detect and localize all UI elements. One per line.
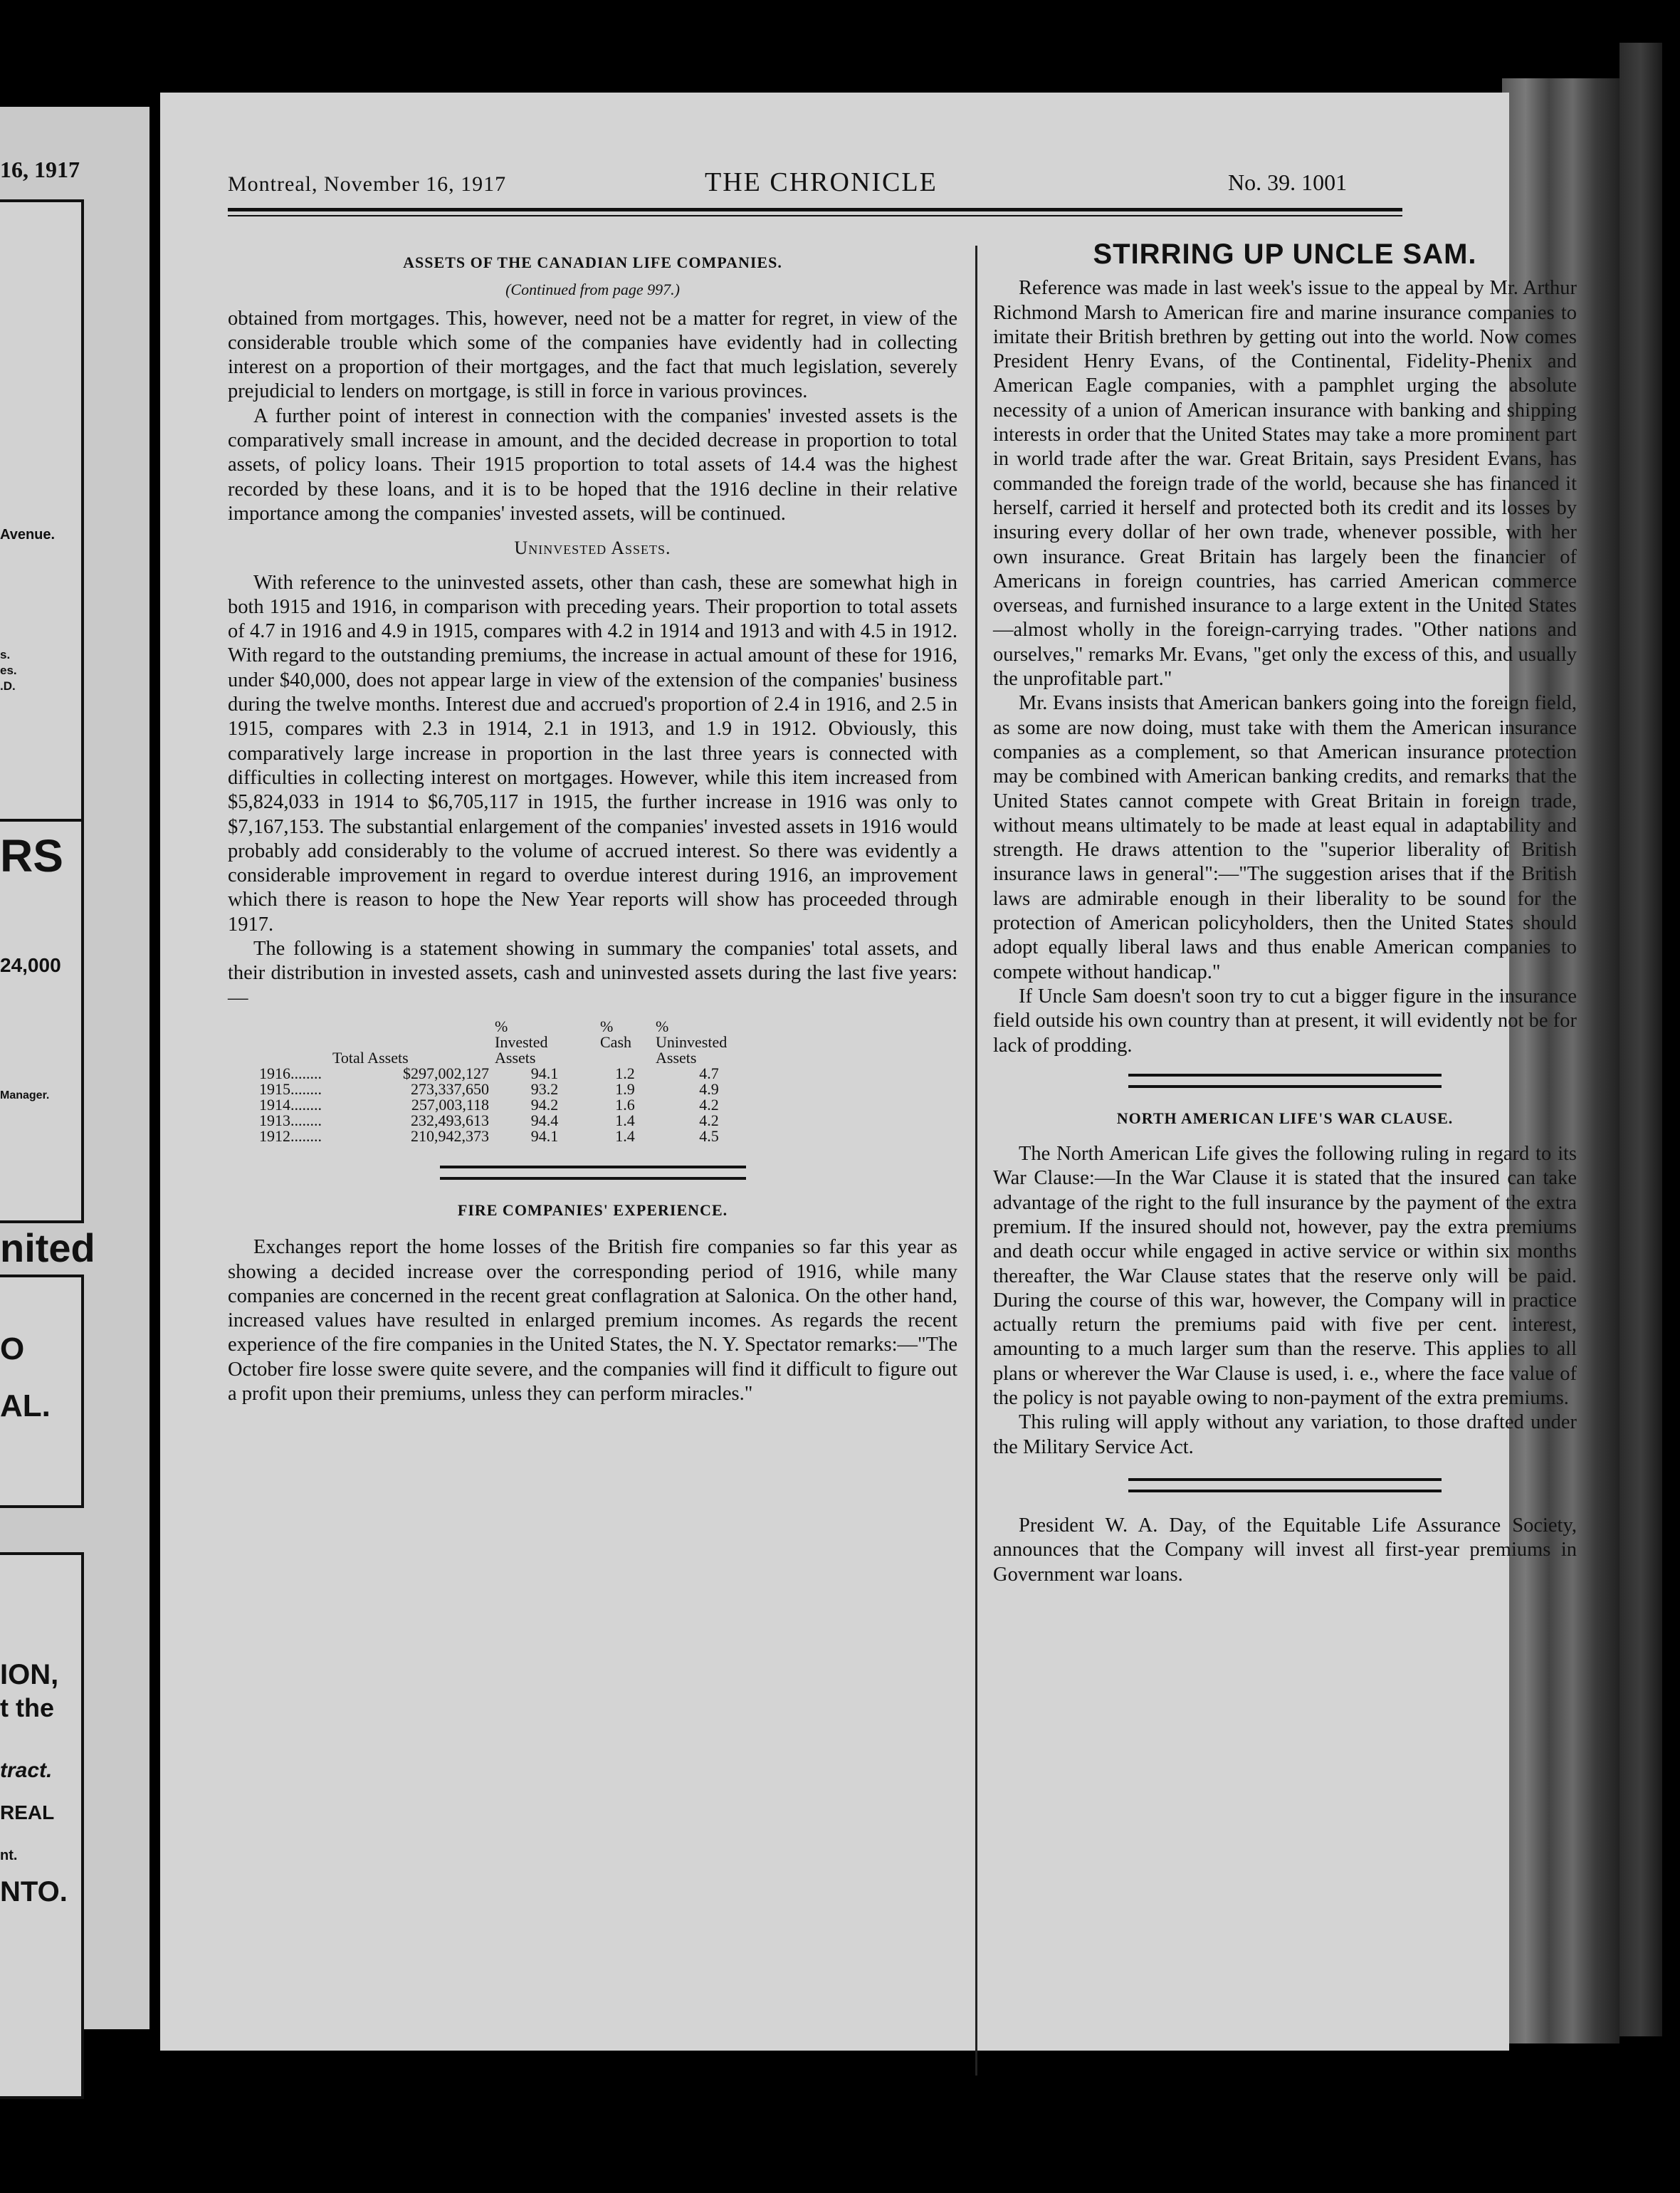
fire-paragraph-1: Exchanges report the home losses of the British fire companies so far this year as showing a decided increase over the corresponding period of 1916, while many companies are concerned in the recent great conflagration at Salonica. On the other hand, increased values have resulted in enlarged premium incomes. As regards the recent experience of the fire companies in the United States, the N. Y. Spectator remarks:—"The October fire losse swere quite severe, and the companies will find it difficult to figure out a profit upon their premiums, unless they can perform miracles." — [228, 1236, 957, 1405]
newspaper-page — [160, 93, 1577, 2051]
col-cash: % Cash — [600, 1017, 631, 1051]
ad-fragment: Manager. — [0, 1089, 50, 1101]
uncle-sam-paragraph-3: If Uncle Sam doesn't soon try to cut a bigger figure in the insurance field outside his own country than at present, it will evidently not be for lack of prodding. — [993, 985, 1577, 1057]
masthead-issue-page: No. 39. 1001 — [1228, 169, 1348, 195]
ad-fragment: nt. — [0, 1848, 18, 1863]
table-row: 1916........ $297,002,127 94.1 1.2 4.7 — [259, 1064, 719, 1082]
section-double-rule — [1128, 1478, 1442, 1492]
col-uninvested: % Uninvested Assets — [656, 1017, 728, 1067]
ad-fragment: AL. — [0, 1388, 51, 1423]
masthead-title: THE CHRONICLE — [705, 167, 938, 197]
column-divider — [975, 246, 977, 2076]
right-column — [993, 239, 1577, 1587]
ad-fragment: t the — [0, 1693, 54, 1722]
assets-paragraph-4: The following is a statement showing in summary the companies' total assets, and their distribution in invested assets, cash and uninvested assets during the last five years:— — [228, 938, 957, 1009]
section-double-rule — [440, 1166, 746, 1180]
ad-fragment: 24,000 — [0, 954, 61, 976]
table-row: 1915........ 273,337,650 93.2 1.9 4.9 — [259, 1079, 719, 1098]
ad-fragment: Avenue. — [0, 527, 56, 543]
assets-paragraph-2: A further point of interest in connection with the companies' invested assets is the comparatively small increase in amount, and the decided decrease in proportion to total assets, of policy loans. Their 1915 proportion to total assets of 14.4 was the highest recorded by these loans, and it is to be hoped that the 1916 decline in their relative importance among the companies' invested assets, will be continued. — [228, 404, 957, 525]
assets-article-continued: (Continued from page 997.) — [505, 281, 680, 299]
assets-article-heading: ASSETS OF THE CANADIAN LIFE COMPANIES. — [403, 253, 782, 271]
assets-paragraph-3: With reference to the uninvested assets, other than cash, these are somewhat high in both 1915 and 1916, in comparison with preceding years. Their proportion to total assets of 4.7 in 1916 and 4.9 in 1915, compares with 4.2 in 1914 and 1913 and with 4.5 in 1912. With regard to the outstanding premiums, the increase in actual amount of these for 1916, under $40,000, does not appear large in view of the extension of the companies' business during the twelve months. Interest due and accrued's proportion of 2.4 in 1916, and 2.5 in 1915, compares with 2.3 in 1914, 2.1 in 1913, and 1.9 in 1912. Obviously, this comparatively large increase in proportion in the last three years is connected with difficulties in collecting interest on mortgages. However, while this item increased from $5,824,033 in 1914 to $6,705,117 in 1915, the further increase in 1916 was only to $7,167,153. The substantial enlargement of the companies' invested assets in 1916 would probably add considerably to the volume of accrued interest. So there was evidently a considerable improvement in regard to overdue interest during 1916, an improvement which there is reason to hope the New Year reports will show has proceeded through 1917. — [228, 571, 957, 936]
ad-fragment: NTO. — [0, 1876, 68, 1907]
uncle-sam-title: STIRRING UP UNCLE SAM. — [1093, 239, 1477, 270]
left-page-header: 16, 1917 — [0, 157, 80, 182]
fire-article-heading: FIRE COMPANIES' EXPERIENCE. — [457, 1200, 728, 1219]
uncle-sam-paragraph-1: Reference was made in last week's issue to the appeal by Mr. Arthur Richmond Marsh to American fire and marine insurance companies to imitate their British brethren by getting out into the world. Now comes President Henry Evans, of the Continental, Fidelity-Phenix and American Eagle companies, with a pamphlet urging the absolute necessity of a union of American insurance with banking and shipping interests in order that the United States may take a more prominent part in world trade after the war. Great Britain, says President Evans, has commanded the foreign trade of the world, because she has financed it herself, carried it herself and protected both its credit and its losses by insuring every dollar of her own trade, whenever possible, with her own insurance. Great Britain has largely been the financier of Americans in foreign countries, has carried American commerce overseas, and furnished insurance to a large extent in the United States—almost wholly in the foreign-carrying trades. "Other nations and ourselves," remarks Mr. Evans, "get only the excess of this, and usually the unprofitable part." — [993, 277, 1577, 691]
war-clause-heading: NORTH AMERICAN LIFE'S WAR CLAUSE. — [1116, 1109, 1454, 1127]
left-column — [228, 251, 957, 1406]
book-spine-edge — [1619, 43, 1662, 2036]
ad-fragment: RS — [0, 830, 63, 881]
col-total-assets: Total Assets — [332, 1048, 409, 1067]
left-page-fragment — [0, 107, 149, 2029]
col-invested: % Invested Assets — [495, 1017, 548, 1067]
section-double-rule — [1128, 1074, 1442, 1088]
ad-fragment: O — [0, 1331, 25, 1366]
uncle-sam-paragraph-2: Mr. Evans insists that American bankers going into the foreign field, as some are now doing, must take with them the American insurance companies as a complement, so that American insurance protection may be combined with American banking credits, and remarks that the United States cannot compete with Great Britain in foreign trade, without means ultimately to be made at least equal in adaptability and strength. He draws attention to the "superior liberality of British insurance laws in general":—"The suggestion arises that if the British laws are admirable enough in their liberality to be sound for the protection of American policyholders, then the United States should adopt equally liberal laws and thus enable American companies to compete without handicap." — [993, 692, 1577, 983]
ad-fragment: es. — [0, 664, 17, 677]
equitable-paragraph: President W. A. Day, of the Equitable Life Assurance Society, announces that the Company will invest all first-year premiums in Government war loans. — [993, 1514, 1577, 1586]
advertisement-box-4 — [0, 1552, 84, 2099]
assets-summary-table — [256, 1019, 765, 1144]
masthead-rule — [228, 208, 1402, 211]
ad-fragment: nited — [0, 1225, 95, 1270]
ad-fragment: tract. — [0, 1759, 53, 1782]
table-row: 1912........ 210,942,373 94.1 1.4 4.5 — [259, 1126, 719, 1145]
masthead-dateline: Montreal, November 16, 1917 — [228, 172, 507, 196]
uninvested-assets-subheading: Uninvested Assets. — [514, 538, 671, 559]
ad-fragment: .D. — [0, 679, 16, 693]
masthead — [160, 164, 1413, 206]
assets-paragraph-1: obtained from mortgages. This, however, need not be a matter for regret, in view of the considerable trouble which some of the companies have evidently had in collecting interest on a proportion of their mortgages, and the fact that much legislation, severely prejudicial to lenders on mortgage, is still in force in various provinces. — [228, 307, 957, 403]
advertisement-box-1 — [0, 199, 84, 832]
ad-fragment: REAL — [0, 1801, 55, 1823]
ad-fragment: s. — [0, 648, 11, 661]
masthead-rule-thin — [228, 215, 1402, 216]
ad-fragment: ION, — [0, 1659, 59, 1690]
table-row: 1914........ 257,003,118 94.2 1.6 4.2 — [259, 1095, 719, 1114]
war-clause-paragraph-1: The North American Life gives the following ruling in regard to its War Clause:—In the War Clause it is stated that the insured can take advantage of the right to the full insurance by the payment of the extra premium. If the insured should not, however, pay the extra premiums and death occur while engaged in active service or within six months thereafter, the War Clause states that the reserve only will be paid. During the course of this war, however, the Company will in practice actually return the premiums paid with five per cent. interest, amounting to a much larger sum than the reserve. This applies to all plans or wherever the War Clause is used, i. e., where the face value of the policy is not payable owing to non-payment of the extra premiums. — [993, 1143, 1577, 1410]
table-row: 1913........ 232,493,613 94.4 1.4 4.2 — [259, 1111, 719, 1129]
war-clause-paragraph-2: This ruling will apply without any variation, to those drafted under the Military Service Act. — [993, 1411, 1577, 1458]
